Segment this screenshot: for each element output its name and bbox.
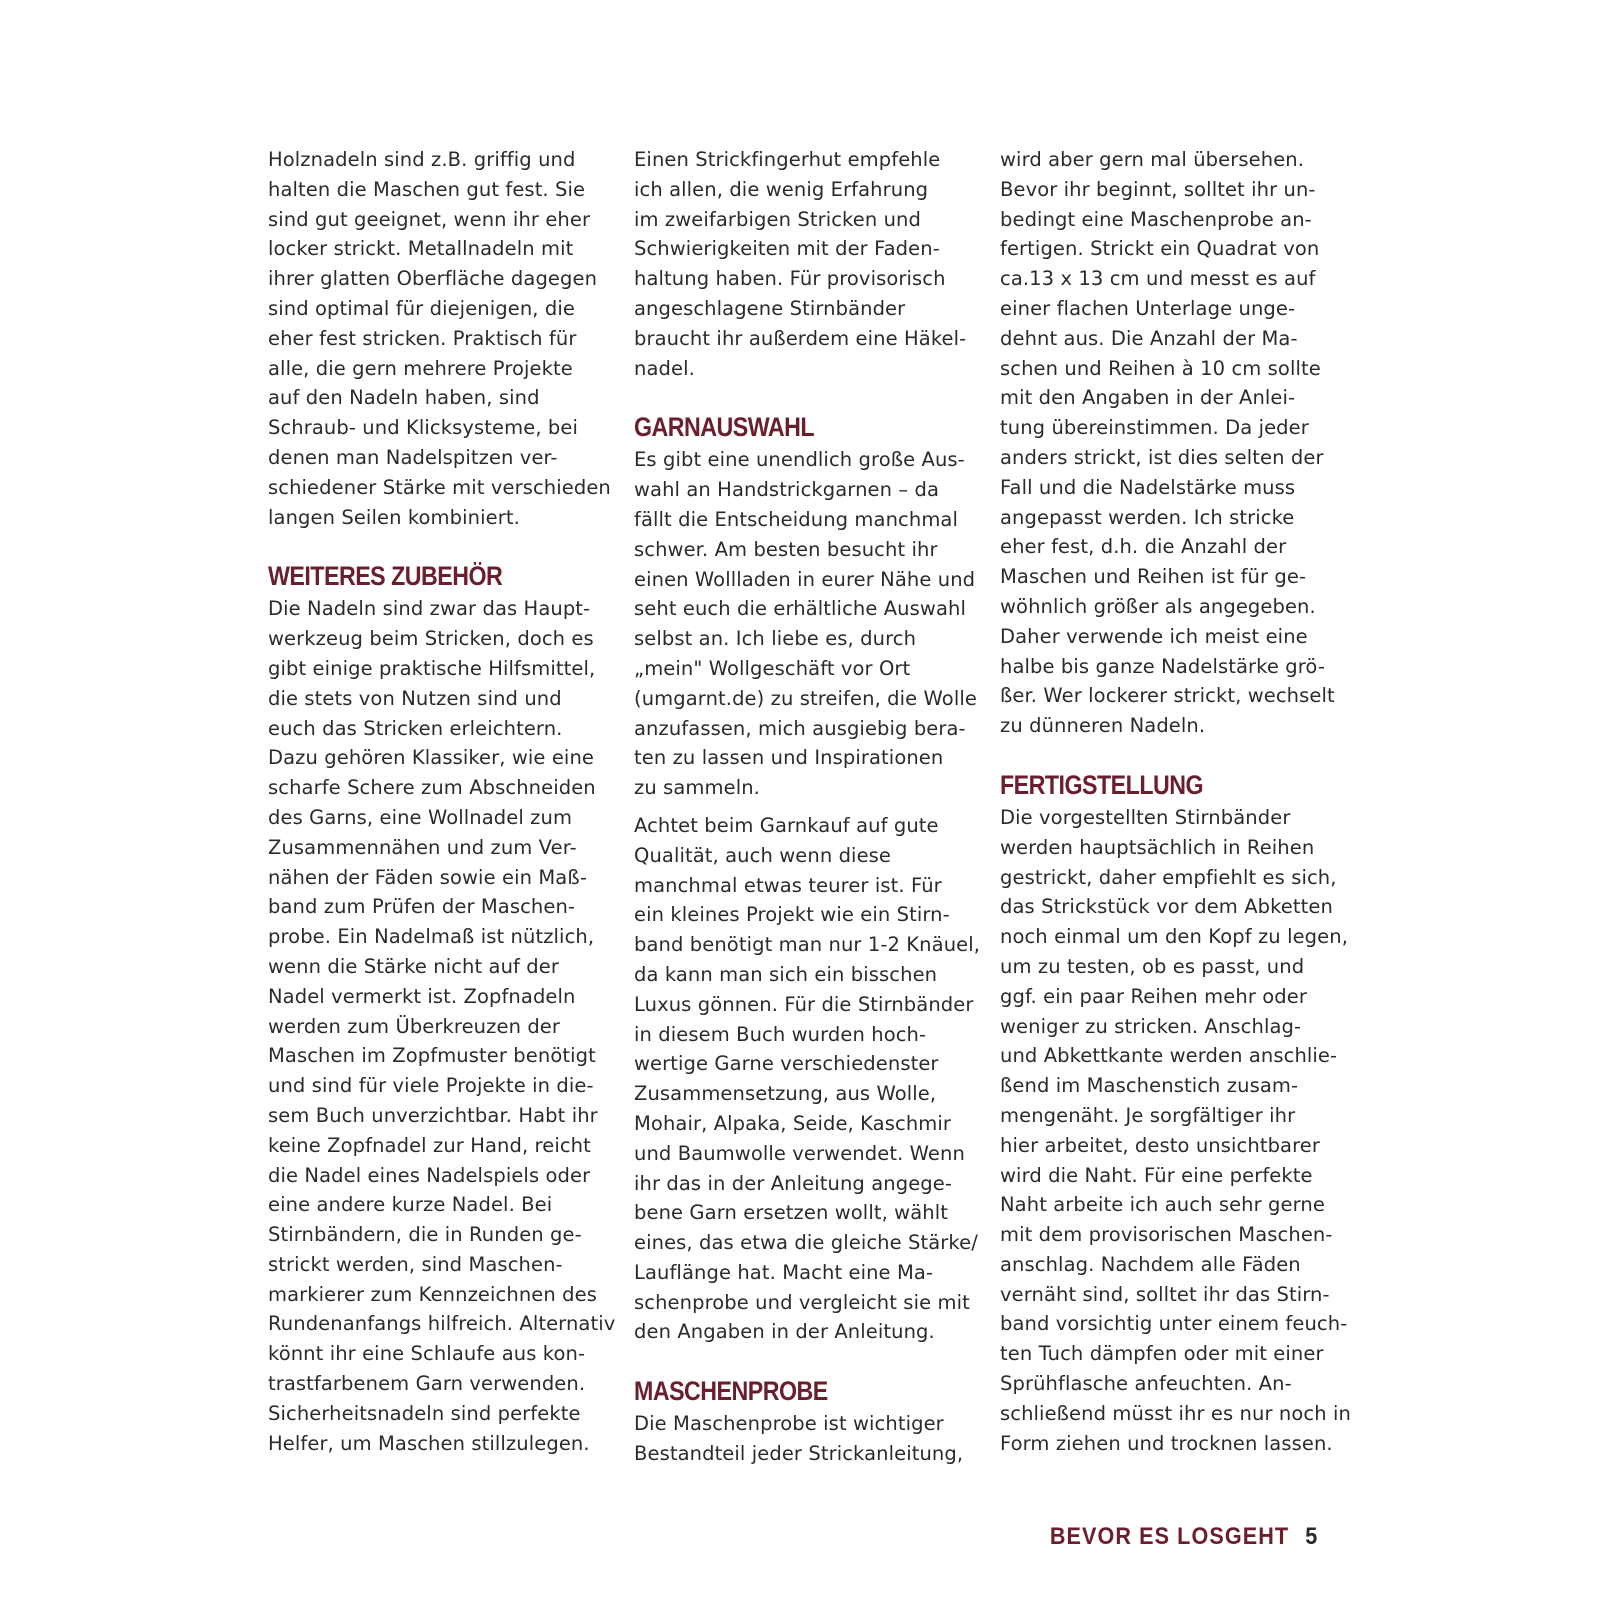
text-line: mengenäht. Je sorgfältiger ihr [1000,1103,1296,1127]
text-line: fertigen. Strickt ein Quadrat von [1000,237,1320,261]
text-line: schließend müsst ihr es nur noch in [1000,1401,1351,1425]
text-line: sind optimal für diejenigen, die [268,296,575,320]
text-line: nadel. [634,356,695,380]
text-line: Die Nadeln sind zwar das Haupt- [268,597,591,621]
text-line: braucht ihr außerdem eine Häkel- [634,326,967,350]
text-line: Achtet beim Garnkauf auf gute [634,813,939,837]
text-line: Holznadeln sind z.B. griffig und [268,148,576,171]
text-line: Daher verwende ich meist eine [1000,624,1308,648]
text-line: Maschen und Reihen ist für ge- [1000,565,1307,589]
text-line: mit dem provisorischen Maschen- [1000,1223,1333,1247]
text-line: anschlag. Nachdem alle Fäden [1000,1252,1301,1276]
text-line: das Strickstück vor dem Abketten [1000,895,1333,919]
text-line: Dazu gehören Klassiker, wie eine [268,746,594,770]
text-line: Maschen im Zopfmuster benötigt [268,1044,596,1068]
text-line: schwer. Am besten besucht ihr [634,537,938,561]
text-line: ßend im Maschenstich zusam- [1000,1074,1299,1098]
text-line: Die Maschenprobe ist wichtiger [634,1412,944,1436]
text-line: probe. Ein Nadelmaß ist nützlich, [268,925,595,949]
text-line: da kann man sich ein bisschen [634,962,938,986]
text-line: einer flachen Unterlage unge- [1000,296,1296,320]
text-line: Helfer, um Maschen stillzulegen. [268,1431,590,1455]
text-line: angeschlagene Stirnbänder [634,296,906,320]
text-line: band benötigt man nur 1-2 Knäuel, [634,933,981,957]
text-line: auf den Nadeln haben, sind [268,386,540,410]
paragraph [1000,803,1351,1459]
text-line: zu sammeln. [634,776,760,800]
text-line: halten die Maschen gut fest. Sie [268,177,586,201]
paragraph [268,594,616,1458]
text-line: gestrickt, daher empfiehlt es sich, [1000,865,1337,889]
text-column-3 [1000,145,1351,1458]
text-line: wöhnlich größer als angegeben. [1000,594,1316,618]
section-heading: GARNAUSWAHL [634,412,815,443]
text-line: zu dünneren Nadeln. [1000,714,1206,738]
paragraph [634,811,981,1347]
text-line: nähen der Fäden sowie ein Maß- [268,865,588,889]
text-line: trastfarbenem Garn verwenden. [268,1372,586,1396]
text-line: bene Garn ersetzen wollt, wählt [634,1201,949,1225]
text-line: schenprobe und vergleicht sie mit [634,1290,970,1314]
section-heading: FERTIGSTELLUNG [1000,769,1204,800]
text-line: Lauflänge hat. Macht eine Ma- [634,1260,934,1284]
text-line: langen Seilen kombiniert. [268,505,520,529]
text-line: Schraub- und Klicksysteme, bei [268,416,579,440]
text-line: wird aber gern mal übersehen. [1000,148,1305,171]
text-column-1 [268,145,616,1458]
text-line: in diesem Buch wurden hoch- [634,1022,927,1046]
text-line: ihrer glatten Oberfläche dagegen [268,267,598,291]
text-line: Fall und die Nadelstärke muss [1000,475,1296,499]
text-line: wenn die Stärke nicht auf der [268,954,560,978]
text-line: sem Buch unverzichtbar. Habt ihr [268,1103,598,1127]
text-line: und Baumwolle verwendet. Wenn [634,1141,965,1165]
text-line: ten Tuch dämpfen oder mit einer [1000,1342,1324,1366]
text-line: ggf. ein paar Reihen mehr oder [1000,984,1307,1008]
text-line: angepasst werden. Ich stricke [1000,505,1295,529]
text-line: bedingt eine Maschenprobe an- [1000,207,1312,231]
text-line: Bevor ihr beginnt, solltet ihr un- [1000,177,1316,201]
text-line: den Angaben in der Anleitung. [634,1320,935,1344]
text-line: schiedener Stärke mit verschieden [268,475,611,499]
text-line: Rundenanfangs hilfreich. Alternativ [268,1312,616,1336]
text-line: Naht arbeite ich auch sehr gerne [1000,1193,1325,1217]
text-line: im zweifarbigen Stricken und [634,207,921,231]
text-line: eher fest, d.h. die Anzahl der [1000,535,1287,559]
text-line: (umgarnt.de) zu streifen, die Wolle [634,686,977,710]
text-line: mit den Angaben in der Anlei- [1000,386,1296,410]
text-line: einen Wollladen in eurer Nähe und [634,567,976,591]
text-line: wertige Garne verschiedenster [634,1052,939,1076]
text-line: band zum Prüfen der Maschen- [268,895,576,919]
text-line: werkzeug beim Stricken, doch es [268,627,594,651]
text-line: des Garns, eine Wollnadel zum [268,805,573,829]
text-line: Luxus gönnen. Für die Stirnbänder [634,992,974,1016]
text-line: dehnt aus. Die Anzahl der Ma- [1000,326,1298,350]
text-line: ich allen, die wenig Erfahrung [634,177,929,201]
text-line: werden zum Überkreuzen der [268,1014,561,1038]
section-heading: WEITERES ZUBEHÖR [268,561,503,592]
text-line: Es gibt eine unendlich große Aus- [634,448,965,472]
text-line: eher fest stricken. Praktisch für [268,326,577,350]
text-line: keine Zopfnadel zur Hand, reicht [268,1133,591,1157]
text-line: Einen Strickfingerhut empfehle [634,148,941,171]
text-line: um zu testen, ob es passt, und [1000,954,1305,978]
text-line: selbst an. Ich liebe es, durch [634,627,917,651]
text-line: anders strickt, ist dies selten der [1000,445,1324,469]
text-line: „mein" Wollgeschäft vor Ort [634,656,911,680]
paragraph [634,1409,969,1469]
text-line: vernäht sind, solltet ihr das Stirn- [1000,1282,1330,1306]
text-line: Nadel vermerkt ist. Zopfnadeln [268,984,576,1008]
running-footer [1049,1523,1318,1551]
text-line: ihr das in der Anleitung angege- [634,1171,953,1195]
text-line: und Abkettkante werden anschlie- [1000,1044,1338,1068]
text-line: ten zu lassen und Inspirationen [634,746,944,770]
text-line: ein kleines Projekt wie ein Stirn- [634,903,950,927]
text-line: haltung haben. Für provisorisch [634,267,946,291]
text-line: ca.13 x 13 cm und messt es auf [1000,267,1316,291]
text-line: band vorsichtig unter einem feuch- [1000,1312,1348,1336]
paragraph [1000,145,1335,741]
page-number: 5 [1304,1523,1318,1550]
paragraph [268,145,611,532]
text-line: wird die Naht. Für eine perfekte [1000,1163,1313,1187]
text-line: manchmal etwas teurer ist. Für [634,873,942,897]
paragraph [634,145,969,383]
text-line: locker strickt. Metallnadeln mit [268,237,574,261]
text-line: Die vorgestellten Stirnbänder [1000,805,1291,829]
text-line: alle, die gern mehrere Projekte [268,356,573,380]
text-line: gibt einige praktische Hilfsmittel, [268,656,596,680]
text-line: Stirnbändern, die in Runden ge- [268,1223,582,1247]
text-line: tung übereinstimmen. Da jeder [1000,416,1309,440]
text-line: sind gut geeignet, wenn ihr eher [268,207,591,231]
text-column-2 [634,145,981,1469]
text-line: strickt werden, sind Maschen- [268,1252,563,1276]
text-line: weniger zu stricken. Anschlag- [1000,1014,1302,1038]
text-line: wahl an Handstrickgarnen – da [634,478,940,502]
footer-section-title: BEVOR ES LOSGEHT [1049,1523,1289,1550]
text-line: fällt die Entscheidung manchmal [634,507,958,531]
text-line: und sind für viele Projekte in die- [268,1074,594,1098]
text-line: Sprühflasche anfeuchten. An- [1000,1372,1292,1396]
text-line: Zusammensetzung, aus Wolle, [634,1082,937,1106]
text-line: die stets von Nutzen sind und [268,686,562,710]
text-line: schen und Reihen à 10 cm sollte [1000,356,1321,380]
paragraph [634,445,977,803]
text-line: Schwierigkeiten mit der Faden- [634,237,940,261]
section-heading: MASCHENPROBE [634,1376,828,1407]
text-line: ßer. Wer lockerer strickt, wechselt [1000,684,1335,708]
text-line: könnt ihr eine Schlaufe aus kon- [268,1342,586,1366]
text-line: denen man Nadelspitzen ver- [268,445,558,469]
text-line: anzufassen, mich ausgiebig bera- [634,716,966,740]
text-line: eine andere kurze Nadel. Bei [268,1193,553,1217]
text-line: hier arbeitet, desto unsichtbarer [1000,1133,1320,1157]
text-line: die Nadel eines Nadelspiels oder [268,1163,591,1187]
text-line: Form ziehen und trocknen lassen. [1000,1431,1333,1455]
text-line: Bestandteil jeder Strickanleitung, [634,1442,964,1466]
text-line: noch einmal um den Kopf zu legen, [1000,925,1349,949]
text-line: Sicherheitsnadeln sind perfekte [268,1401,581,1425]
text-line: markierer zum Kennzeichnen des [268,1282,597,1306]
text-line: werden hauptsächlich in Reihen [1000,835,1315,859]
text-line: Mohair, Alpaka, Seide, Kaschmir [634,1111,952,1135]
text-line: scharfe Schere zum Abschneiden [268,776,596,800]
text-line: seht euch die erhältliche Auswahl [634,597,966,621]
text-line: eines, das etwa die gleiche Stärke/ [634,1231,978,1255]
text-line: Zusammennähen und zum Ver- [268,835,577,859]
text-line: Qualität, auch wenn diese [634,843,892,867]
text-line: halbe bis ganze Nadelstärke grö- [1000,654,1325,678]
text-line: euch das Stricken erleichtern. [268,716,563,740]
